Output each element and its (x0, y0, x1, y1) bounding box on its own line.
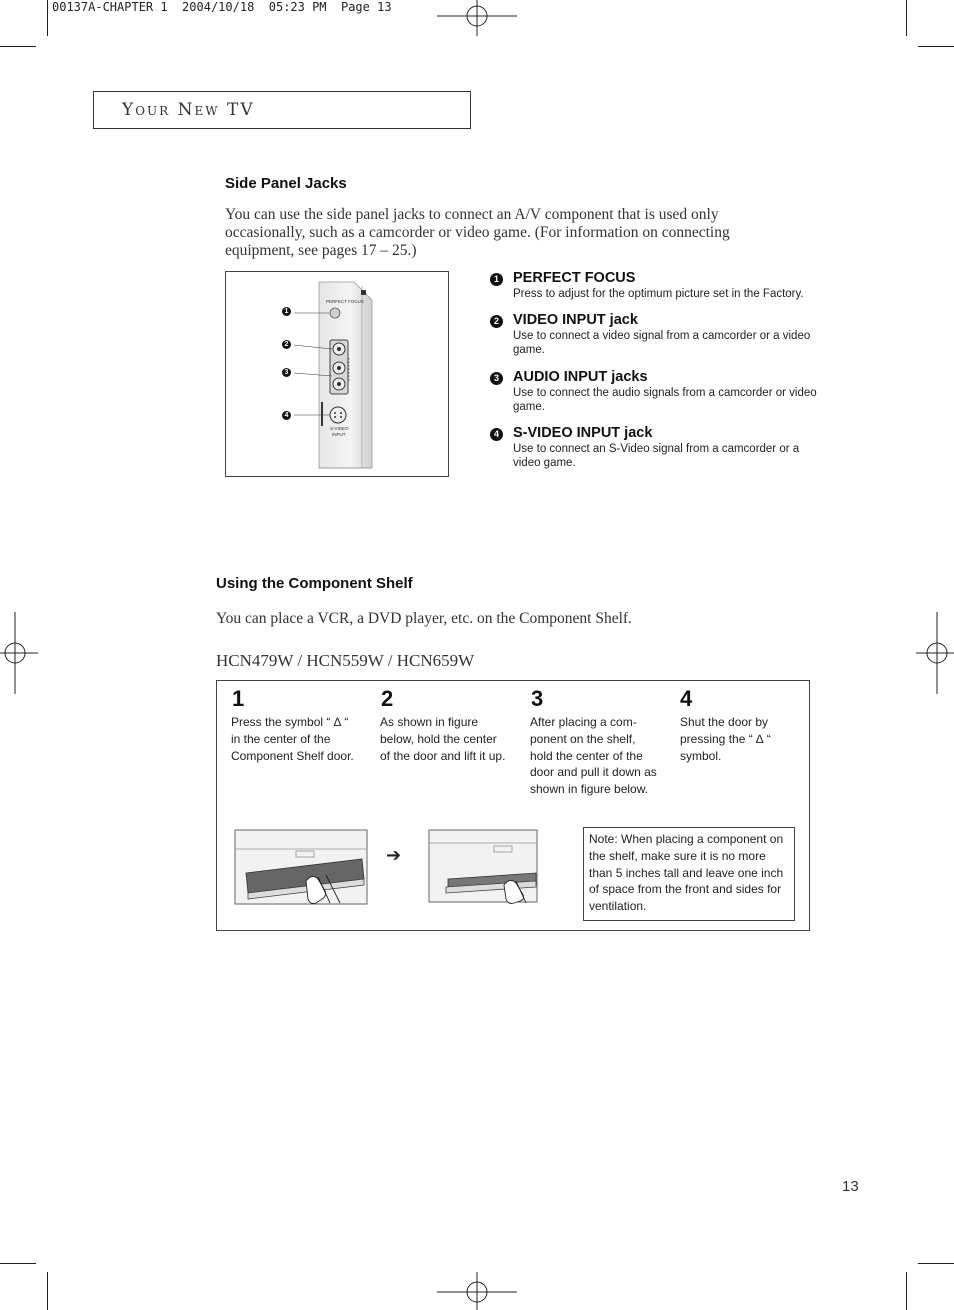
step-text-2 (380, 714, 518, 764)
note-line: ventilation. (589, 899, 647, 914)
figure-label-input: INPUT (332, 432, 346, 437)
component-shelf-heading: Using the Component Shelf (216, 575, 413, 592)
crop-mark (918, 1263, 954, 1264)
jack-desc-line: Press to adjust for the optimum picture set in the Factory. (513, 288, 804, 300)
jack-desc-line: video game. (513, 457, 576, 469)
figure-label-perfect-focus: PERFECT FOCUS (326, 299, 364, 304)
ventilation-note (583, 827, 795, 921)
shelf-door-open-illustration (234, 829, 370, 907)
shelf-door-close-illustration (428, 829, 540, 905)
step-text-1 (231, 714, 369, 764)
step-line: Component Shelf door. (231, 748, 354, 763)
crop-mark (0, 1263, 36, 1264)
step-number-4: 4 (680, 686, 693, 711)
figure-callout-2: 2 (282, 340, 291, 349)
intro-line: You can use the side panel jacks to connect an A/V component that is used only (225, 206, 719, 223)
step-text-4 (680, 714, 818, 764)
note-line: the shelf, make sure it is no more (589, 848, 766, 863)
component-shelf-intro: You can place a VCR, a DVD player, etc. on the Component Shelf. (216, 610, 632, 627)
step-line: shown in figure below. (530, 782, 649, 797)
note-line: than 5 inches tall and leave one inch (589, 865, 784, 880)
step-line: ponent on the shelf, (530, 731, 636, 746)
jack-desc-line: game. (513, 401, 545, 413)
crop-mark (0, 46, 36, 47)
side-panel-intro (225, 206, 730, 260)
step-number-3: 3 (531, 686, 544, 711)
step-line: in the center of the (231, 731, 331, 746)
step-line: below, hold the center (380, 731, 497, 746)
figure-callout-1: 1 (282, 307, 291, 316)
crop-mark (906, 0, 907, 36)
intro-line: equipment, see pages 17 – 25.) (225, 242, 417, 259)
jack-title: AUDIO INPUT jacks (513, 369, 648, 385)
crop-mark (918, 46, 954, 47)
crop-mark (47, 0, 48, 36)
step-line: symbol. (680, 748, 722, 763)
step-line: As shown in figure (380, 715, 479, 729)
print-header: 00137A-CHAPTER 1 2004/10/18 05:23 PM Page 13 (52, 0, 392, 14)
step-line: Shut the door by (680, 715, 769, 729)
figure-callout-4: 4 (282, 411, 291, 420)
step-line: Press the symbol “ ∆ “ (231, 715, 349, 729)
chapter-title: Your New TV (122, 100, 255, 120)
note-line: of space from the front and sides for (589, 882, 782, 897)
step-line: door and pull it down as (530, 765, 657, 780)
jack-desc (513, 329, 843, 357)
registration-mark-left (0, 612, 38, 694)
jack-number-2: 2 (490, 315, 503, 328)
jack-desc (513, 287, 843, 301)
jack-title: VIDEO INPUT jack (513, 312, 638, 328)
step-number-2: 2 (381, 686, 394, 711)
side-panel-figure (225, 271, 449, 477)
step-number-1: 1 (232, 686, 245, 711)
figure-label-svideo: S-VIDEO (330, 426, 349, 431)
jack-desc-line: Use to connect a video signal from a camcorder or a video (513, 330, 811, 342)
component-shelf-steps-box (216, 680, 810, 931)
figure-callout-3: 3 (282, 368, 291, 377)
step-line: After placing a com- (530, 715, 637, 729)
jack-title: PERFECT FOCUS (513, 270, 636, 286)
jack-desc-line: Use to connect the audio signals from a camcorder or video (513, 387, 817, 399)
jack-desc (513, 442, 843, 470)
jack-number-4: 4 (490, 428, 503, 441)
registration-mark-top (437, 0, 519, 36)
side-panel-heading: Side Panel Jacks (225, 175, 347, 192)
crop-mark (47, 1272, 48, 1310)
jack-number-1: 1 (490, 273, 503, 286)
step-arrow-icon: ➔ (386, 845, 402, 866)
step-line: of the door and lift it up. (380, 748, 506, 763)
step-text-3 (530, 714, 668, 798)
registration-mark-right (916, 612, 954, 694)
jack-title: S-VIDEO INPUT jack (513, 425, 653, 441)
model-numbers: HCN479W / HCN559W / HCN659W (216, 651, 475, 670)
jack-desc (513, 386, 843, 414)
step-line: pressing the “ ∆ “ (680, 731, 771, 746)
intro-line: occasionally, such as a camcorder or video game. (For information on connecting (225, 224, 730, 241)
note-line: Note: When placing a component on (589, 832, 784, 846)
page-number: 13 (842, 1178, 859, 1195)
step-line: hold the center of the (530, 748, 643, 763)
registration-mark-bottom (437, 1272, 519, 1310)
crop-mark (906, 1272, 907, 1310)
jack-desc-line: Use to connect an S-Video signal from a camcorder or a (513, 443, 800, 455)
jack-number-3: 3 (490, 372, 503, 385)
jack-desc-line: game. (513, 344, 545, 356)
